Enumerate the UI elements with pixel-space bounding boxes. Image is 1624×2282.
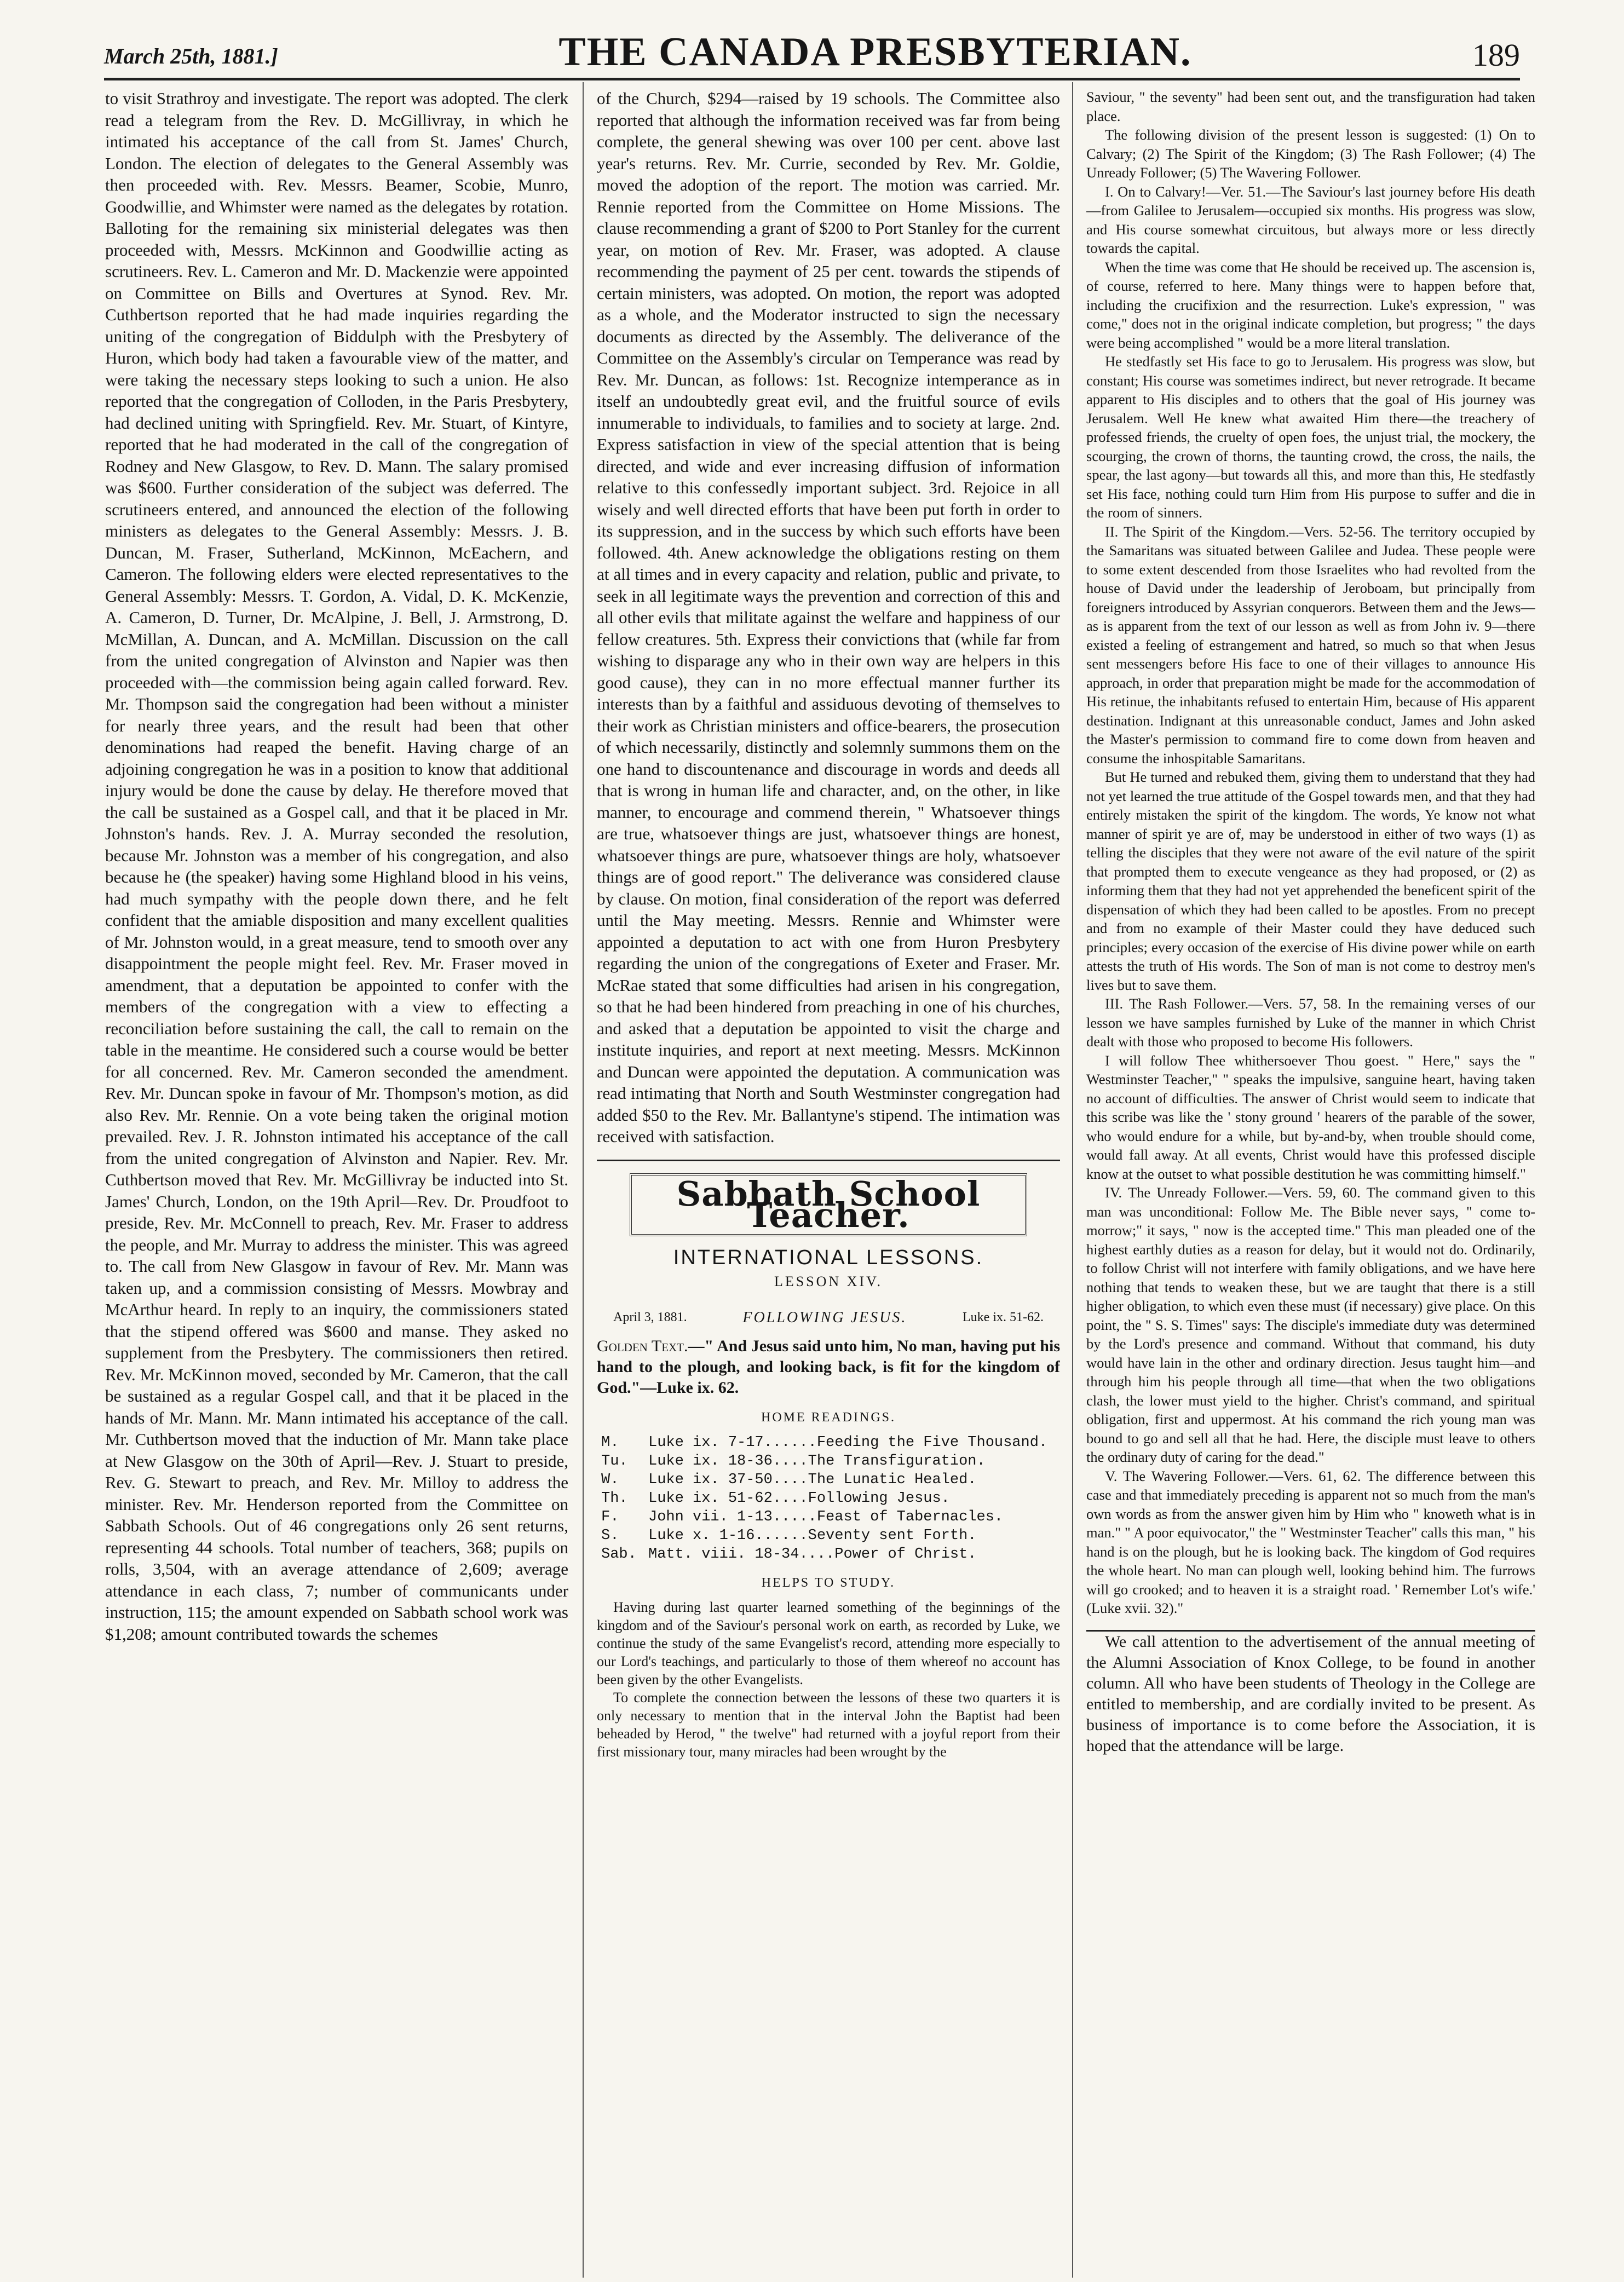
lesson-paragraph: He stedfastly set His face to go to Jerusalem. His progress was slow, but constant; His course was sometimes indirect, but never retrograde. It became apparent to His disciples and to others that the goal of His journey was Jerusalem. Well He knew what awaited Him there—the treachery of professed friends, the cruelty of open foes, the unjust trial, the mockery, the scourging, the crown of thorns, the taunting crowd, the cross, the nails, the spear, the last agony—but towards all this, and more than this, He stedfastly set His face, nothing could turn Him from His purpose to suffer and die in the room of sinners. [1086, 353, 1535, 521]
masthead-rule [104, 78, 1520, 80]
reading-day: S. [601, 1527, 619, 1544]
home-readings-list [601, 1433, 1060, 1564]
reading-row [601, 1471, 1060, 1489]
reading-text: Luke x. 1-16......Seventy sent Forth. [648, 1527, 977, 1544]
reading-day: Th. [601, 1490, 628, 1507]
home-readings-heading: HOME READINGS. [761, 1410, 896, 1425]
reading-text: Matt. viii. 18-34....Power of Christ. [648, 1546, 977, 1563]
reading-day: F. [601, 1508, 619, 1525]
international-lessons-heading: INTERNATIONAL LESSONS. [673, 1246, 984, 1269]
reading-text: Luke ix. 37-50....The Lunatic Healed. [648, 1471, 977, 1488]
reading-row [601, 1545, 1060, 1564]
reading-row [601, 1526, 1060, 1545]
lesson-header-row [613, 1307, 1044, 1329]
reading-text: Luke ix. 18-36....The Transfiguration. [648, 1453, 986, 1470]
lesson-paragraph: The following division of the present lesson is suggested: (1) On to Calvary; (2) The Spirit of the Kingdom; (3) The Rash Follower; (4) The Unready Follower; (5) The Wavering Follower. [1086, 126, 1535, 181]
reading-day: M. [601, 1434, 619, 1451]
helps-to-study-heading: HELPS TO STUDY. [761, 1575, 896, 1590]
reading-row [601, 1508, 1060, 1526]
column-3 [1086, 88, 1535, 2272]
golden-text [597, 1336, 1060, 1398]
lesson-paragraph: I will follow Thee whithersoever Thou goest. " Here," says the " Westminster Teacher," " speaks the impulsive, sanguine heart, having taken no account of difficulties. The answer of Christ would seem to indicate that this scribe was like the ' stony ground ' hearers of the parable of the sower, who would endure for a while, but by-and-by, when trouble should come, would fall away. At all events, Christ would have this professed disciple know at the outset to what possible destitution he was committing himself." [1086, 1052, 1535, 1182]
lesson-paragraph: III. The Rash Follower.—Vers. 57, 58. In the remaining verses of our lesson we have samples furnished by Luke of the manner in which Christ dealt with those who proposed to become His followers. [1086, 995, 1535, 1050]
lesson-date: April 3, 1881. [613, 1310, 687, 1325]
reading-text: John vii. 1-13.....Feast of Tabernacles. [648, 1508, 1004, 1525]
lesson-paragraph: But He turned and rebuked them, giving them to understand that they had not yet learned the true attitude of the Gospel towards men, and that they had entirely mistaken the spirit of the kingdom. The words, Ye know not what manner of spirit ye are of, may be understood in either of two ways (1) as telling the disciples that they were not aware of the evil nature of the spirit that prompted them to execute vengeance as they had proposed, or (2) as informing them that they had not yet apprehended the beneficent spirit of the dispensation of which they had been called to be apostles. From no precept and from no example of their Master could they have deduced such principles; every occasion of the exercise of His divine power while on earth attests the truth of His words. The Son of man is not come to destroy men's lives but to save them. [1086, 769, 1535, 993]
column-1 [105, 88, 568, 2272]
lesson-scripture-reference: Luke ix. 51-62. [963, 1310, 1044, 1325]
reading-row [601, 1489, 1060, 1508]
reading-row [601, 1452, 1060, 1471]
column-2 [597, 88, 1060, 2272]
presbytery-report-text: to visit Strathroy and investigate. The report was adopted. The clerk read a telegram from the Rev. D. McGillivray, in which he intimated his acceptance of the call from St. James' Church, London. The election of delegates to the General Assembly was then proceeded with. Rev. Messrs. Beamer, Scobie, Munro, Goodwillie, and Whimster were named as the delegates by rotation. Balloting for the remaining six ministerial delegates was then proceeded with, Messrs. McKinnon and Goodwillie acting as scrutineers. Rev. L. Cameron and Mr. D. Mackenzie were appointed on Committee on Bills and Overtures at Synod. Rev. Mr. Cuthbertson reported that he had made inquiries regarding the uniting of the congregation of Biddulph with the Presbytery of Huron, which body had taken a favourable view of the matter, and were taking the necessary steps looking to such a union. He also reported that the congregation of Colloden, in the Paris Presbytery, had declined uniting with Springfield. Rev. Mr. Stuart, of Kintyre, reported that he had moderated in the call of the congregation of Rodney and New Glasgow, to Rev. D. Mann. The salary promised was $600. Further consideration of the subject was deferred. The scrutineers entered, and announced the election of the following ministers as delegates to the General Assembly: Messrs. J. B. Duncan, M. Fraser, Sutherland, McKinnon, McEachern, and Cameron. The following elders were elected representatives to the General Assembly: Messrs. T. Gordon, A. Vidal, D. K. McKenzie, A. Cameron, D. Turner, Dr. McAlpine, J. Bell, J. Armstrong, D. McMillan, A. Duncan, and A. McMillan. Discussion on the call from the united congregation of Alvinston and Napier was then proceeded with—the commission being again called forward. Rev. Mr. Thompson said the congregation had been without a minister for nearly three years, and the result had been that other denominations had reaped the benefit. Having charge of an adjoining congregation he was in a position to know that additional injury would be done the cause by delay. He therefore moved that the call be sustained as a Gospel call, and that it be placed in Mr. Johnston's hands. Rev. J. A. Murray seconded the resolution, because Mr. Johnston was a member of his congregation, and also because he (the speaker) having some Highland blood in his veins, had much sympathy with the people down there, and he felt confident that the amiable disposition and many excellent qualities of Mr. Johnston would, in a great measure, tend to smooth over any disappointment the people might feel. Rev. Mr. Fraser moved in amendment, that a deputation be appointed to confer with the members of the congregation with a view to effecting a reconciliation before sustaining the call, the call to remain on the table in the meantime. He considered such a course would be better for all concerned. Rev. Mr. Cameron seconded the amendment. Rev. Mr. Duncan spoke in favour of Mr. Thompson's motion, as did also Rev. Mr. Rennie. On a vote being taken the original motion prevailed. Rev. J. R. Johnston intimated his acceptance of the call from the united congregation of Alvinston and Napier. Rev. Mr. Cuthbertson moved that Rev. Mr. McGillivray be inducted into St. James' Church, London, on the 19th April—Rev. Dr. Proudfoot to preside, Rev. Mr. McConnell to preach, Rev. Mr. Fraser to address the people, and Mr. Murray to address the minister. This was agreed to. The call from New Glasgow in favour of Rev. Mr. Mann was taken up, and a commission consisting of Messrs. Mowbray and McArthur heard. In reply to an inquiry, the commissioners stated that the stipend offered was $600 and manse. They asked no supplement from the Presbytery. The commissioners then retired. Rev. Mr. McKinnon moved, seconded by Mr. Cameron, that the call be sustained as a regular Gospel call, and that it be placed in the hands of Mr. Mann. Mr. Mann intimated his acceptance of the call. Mr. Cuthbertson moved that the induction of Mr. Mann take place at New Glasgow on the 30th of April—Rev. J. Stuart to preside, Rev. G. Stewart to preach, and Rev. Mr. Milloy to address the minister. Rev. Mr. Henderson reported from the Committee on Sabbath Schools. Out of 46 congregations only 26 sent returns, representing 44 schools. Total number of teachers, 368; pupils on rolls, 3,504, with an average attendance of 2,609; average attendance in each class, 7; number of communicants under instruction, 115; the amount expended on Sabbath school work was $1,208; amount contributed towards the schemes [105, 89, 568, 1644]
lesson-paragraph: I. On to Calvary!—Ver. 51.—The Saviour's last journey before His death—from Galilee to Jerusalem—occupied six months. His progress was slow, and His course somewhat circuitous, but always more or less directly towards the capital. [1086, 183, 1535, 256]
page-number: 189 [1472, 37, 1520, 73]
reading-day: Sab. [601, 1546, 637, 1563]
helps-paragraph: To complete the connection between the lessons of these two quarters it is only necessary to mention that in the interval John the Baptist had been beheaded by Herod, " the twelve" had returned with a joyful report from their first missionary tour, many miracles had been wrought by the [597, 1690, 1060, 1760]
golden-text-label: Golden Text. [597, 1337, 688, 1355]
lesson-title: FOLLOWING JESUS. [742, 1309, 907, 1326]
lesson-paragraph: When the time was come that He should be received up. The ascension is, of course, referred to here. Many things were to happen before that, including the crucifixion and the resurrection. Luke's expression, " was come," does not in the original indicate completion, but progress; " the days were being accomplished " would be a more literal translation. [1086, 258, 1535, 351]
sabbath-school-banner: Sabbath School Teacher. [630, 1173, 1027, 1236]
reading-row [601, 1433, 1060, 1452]
masthead [104, 15, 1520, 76]
column-divider [1072, 82, 1073, 2278]
helps-paragraph: Having during last quarter learned something of the beginnings of the kingdom and of the Saviour's personal work on earth, as recorded by Luke, we continue the study of the same Evangelist's record, attending more especially to our Lord's teachings, and particularly to those of them whereof no account has been given by the other Evangelists. [597, 1599, 1060, 1687]
reading-text: Luke ix. 51-62....Following Jesus. [648, 1490, 950, 1507]
lesson-number: LESSON XIV. [774, 1273, 883, 1289]
issue-date: March 25th, 1881.] [104, 44, 278, 68]
reading-text: Luke ix. 7-17......Feeding the Five Thousand. [648, 1434, 1048, 1451]
lesson-paragraph: V. The Wavering Follower.—Vers. 61, 62. The difference between this case and that immediately preceding is apparent not so much from the man's own words as from the answer given him by Him who " knoweth what is in man." " A poor equivocator," the " Westminster Teacher" calls this man, " his hand is on the plough, but he is looking back. The kingdom of God requires the whole heart. No man can plough well, looking behind him. The furrows will go crooked; and to heaven it is a straight road. ' Remember Lot's wife.' (Luke xvii. 32)." [1086, 1467, 1535, 1616]
golden-text-body: —" And Jesus said unto him, No man, having put his hand to the plough, and looking back, is fit for the kingdom of God."—Luke ix. 62. [597, 1337, 1060, 1397]
section-divider [597, 1160, 1060, 1161]
alumni-notice: We call attention to the advertisement of the annual meeting of the Alumni Association of Knox College, to be found in another column. All who have been students of Theology in the College are entitled to membership, and are cordially invited to be present. As business of importance is to come before the Association, it is hoped that the attendance will be large. [1086, 1632, 1535, 1755]
reading-day: W. [601, 1471, 619, 1488]
lesson-paragraph: Saviour, " the seventy" had been sent out, and the transfiguration had taken place. [1086, 89, 1535, 124]
helps-to-study [597, 1598, 1060, 1761]
column-divider [583, 82, 584, 2278]
newspaper-title: THE CANADA PRESBYTERIAN. [558, 30, 1192, 74]
lesson-paragraph: IV. The Unready Follower.—Vers. 59, 60. The command given to this man was unconditional: Follow Me. The Bible never says, " come to-morrow;" it says, " now is the accepted time." This man pleaded one of the highest earthly duties as a reason for delay, but it would not do. Ordinarily, to follow Christ will not interfere with family obligations, and we have here nothing that tends to weaken these, but we are taught that there is a still higher obligation, to which even these must (if necessary) give place. On this point, the " S. S. Times" says: The disciple's immediate duty was determined by the Lord's presence and command. Without that command, his duty would have lain in the other and ordinary direction. Jesus taught him—and through him his people through all time—that when the two obligations clash, the lower must yield to the higher. Christ's command, and spiritual obligation, first and uppermost. At his command the rich young man was bound to go and sell all that he had. Here, the disciple must leave to others the ordinary duty of caring for the dead." [1086, 1184, 1535, 1465]
presbytery-report-continued: of the Church, $294—raised by 19 schools. The Committee also reported that although the information received was far from being complete, the general shewing was over 100 per cent. above last year's returns. Rev. Mr. Currie, seconded by Rev. Mr. Goldie, moved the adoption of the report. The motion was carried. Mr. Rennie reported from the Committee on Home Missions. The clause recommending a grant of $200 to Port Stanley for the current year, on motion of Rev. Mr. Fraser, was adopted. A clause recommending the payment of 25 per cent. towards the stipends of certain ministers, was adopted. On motion, the report was adopted as a whole, and the Moderator instructed to sign the necessary documents as directed by the Assembly. The deliverance of the Committee on the Assembly's circular on Temperance was read by Rev. Mr. Duncan, as follows: 1st. Recognize intemperance as in itself an undoubtedly great evil, and the fruitful source of evils innumerable to individuals, to families and to society at large. 2nd. Express satisfaction in view of the special attention that is being directed, and wide and ever increasing diffusion of information relative to this confessedly important subject. 3rd. Rejoice in all wisely and well directed efforts that have been put forth in order to its suppression, and in the success by which such efforts have been followed. 4th. Anew acknowledge the obligations resting on them at all times and in every capacity and relation, public and private, to seek in all legitimate ways the prevention and correction of this and all other evils that militate against the welfare and happiness of our fellow creatures. 5th. Express their convictions that (while far from wishing to disparage any who in their own way are helpers in this good cause), they can in no more effectual manner further its interests than by a faithful and assiduous devoting of themselves to their work as Christian ministers and office-bearers, the prosecution of which necessarily, distinctly and solemnly summons them on the one hand to discountenance and discourage in words and deeds all that is wrong in human life and character, and, on the other, in like manner, to encourage and commend therein, " Whatsoever things are true, whatsoever things are just, whatsoever things are honest, whatsoever things are pure, whatsoever things are holy, whatsoever things are of good report." The deliverance was considered clause by clause. On motion, final consideration of the report was deferred until the May meeting. Messrs. Rennie and Whimster were appointed a deputation to act with one from Huron Presbytery regarding the union of the congregations of Exeter and Fraser. Mr. McRae stated that some difficulties had arisen in his congregation, so that he had been hindered from preaching in one of his churches, and asked that a deputation be appointed to visit the charge and institute inquiries, and report at next meeting. Messrs. McKinnon and Duncan were appointed the deputation. A communication was read intimating that North and South Westminster congregation had added $50 to the Rev. Mr. Ballantyne's stipend. The intimation was received with satisfaction. [597, 89, 1060, 1146]
lesson-paragraph: II. The Spirit of the Kingdom.—Vers. 52-56. The territory occupied by the Samaritans was situated between Galilee and Judea. These people were to some extent descended from those Israelites who had revolted from the house of David under the leadership of Jeroboam, but principally from foreigners introduced by Assyrian conquerors. Between them and the Jews—as is apparent from the text of our lesson as well as from John iv. 9—there existed a feeling of estrangement and hatred, so much so that when Jesus sent messengers before His face to one of their villages to announce His approach, in order that preparation might be made for the accommodation of His retinue, the inhabitants refused to entertain Him, because of His apparent destination. Indignant at this unreasonable conduct, James and John asked the Master's permission to command fire to come down from heaven and consume the inhospitable Samaritans. [1086, 523, 1535, 767]
reading-day: Tu. [601, 1453, 628, 1470]
